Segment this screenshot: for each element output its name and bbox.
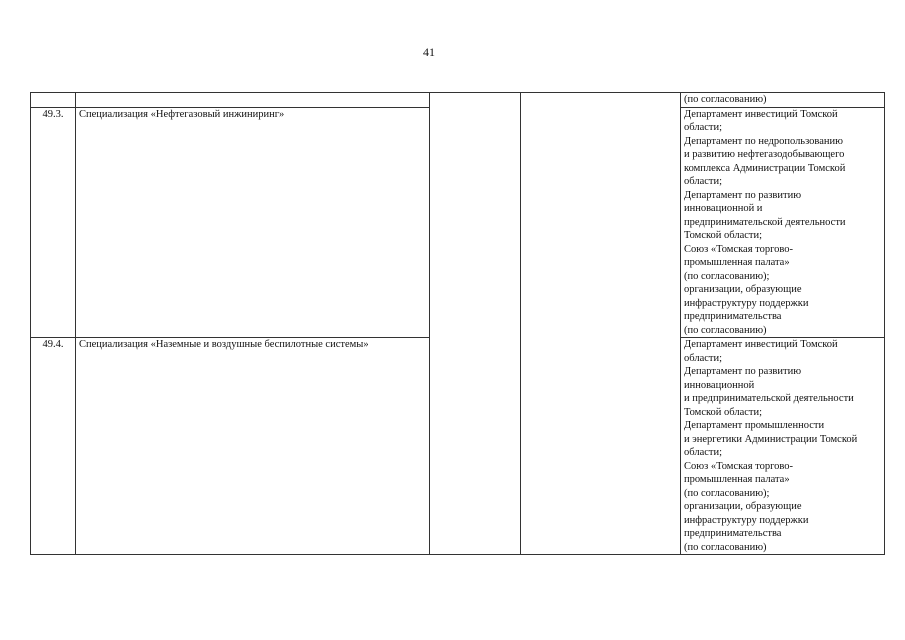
responsible-line: промышленная палата» xyxy=(684,257,790,268)
responsible-line: инфраструктуру поддержки xyxy=(684,514,809,526)
responsible-line: (по согласованию) xyxy=(684,94,767,105)
responsible-line: (по согласованию); xyxy=(684,487,770,499)
cell-name: Специализация «Наземные и воздушные беспилотные системы» xyxy=(76,338,430,555)
responsible-lines xyxy=(684,93,881,107)
responsible-line: области; xyxy=(684,447,723,458)
responsible-line: инновационной и xyxy=(684,203,763,214)
responsible-line: Департамент инвестиций Томской xyxy=(684,339,838,350)
cell-result xyxy=(521,93,681,555)
responsible-line: промышленная палата» xyxy=(684,474,790,485)
responsible-line: области; xyxy=(684,352,723,364)
responsible-line: предпринимательства xyxy=(684,311,782,322)
responsible-lines xyxy=(684,108,881,338)
responsible-line: Департамент по развитию xyxy=(684,366,802,377)
cell-responsible xyxy=(681,107,885,338)
cell-responsible xyxy=(681,338,885,555)
responsible-line: и энергетики Администрации Томской xyxy=(684,433,858,445)
responsible-line: (по согласованию); xyxy=(684,270,770,282)
cell-name: Специализация «Нефтегазовый инжиниринг» xyxy=(76,107,430,338)
responsible-line: предпринимательства xyxy=(684,528,782,539)
responsible-line: Департамент по недропользованию xyxy=(684,135,843,147)
responsible-line: (по согласованию) xyxy=(684,324,767,336)
cell-deadline xyxy=(430,93,521,555)
responsible-line: Томской области; xyxy=(684,230,763,241)
cell-number: 49.3. xyxy=(31,107,76,338)
responsible-line: инновационной xyxy=(684,379,755,391)
cell-responsible xyxy=(681,93,885,108)
responsible-line: (по согласованию) xyxy=(684,541,767,553)
activities-table xyxy=(30,92,885,555)
responsible-line: предпринимательской деятельности xyxy=(684,216,846,228)
responsible-line: инфраструктуру поддержки xyxy=(684,297,809,309)
responsible-line: Департамент по развитию xyxy=(684,189,802,201)
cell-number xyxy=(31,93,76,108)
responsible-line: области; xyxy=(684,122,723,133)
responsible-line: Союз «Томская торгово- xyxy=(684,243,794,255)
responsible-line: организации, образующие xyxy=(684,501,802,512)
table-row-continuation xyxy=(31,93,885,108)
cell-name xyxy=(76,93,430,108)
responsible-line: и предпринимательской деятельности xyxy=(684,393,854,404)
responsible-line: Департамент инвестиций Томской xyxy=(684,108,838,120)
page-number: 41 xyxy=(423,45,435,59)
responsible-lines xyxy=(684,338,881,554)
responsible-line: Департамент промышленности xyxy=(684,420,825,431)
responsible-line: и развитию нефтегазодобывающего xyxy=(684,149,845,160)
responsible-line: Томской области; xyxy=(684,406,763,418)
responsible-line: комплекса Администрации Томской xyxy=(684,162,846,174)
responsible-line: области; xyxy=(684,176,723,187)
responsible-line: организации, образующие xyxy=(684,284,802,295)
cell-number: 49.4. xyxy=(31,338,76,555)
responsible-line: Союз «Томская торгово- xyxy=(684,460,794,472)
